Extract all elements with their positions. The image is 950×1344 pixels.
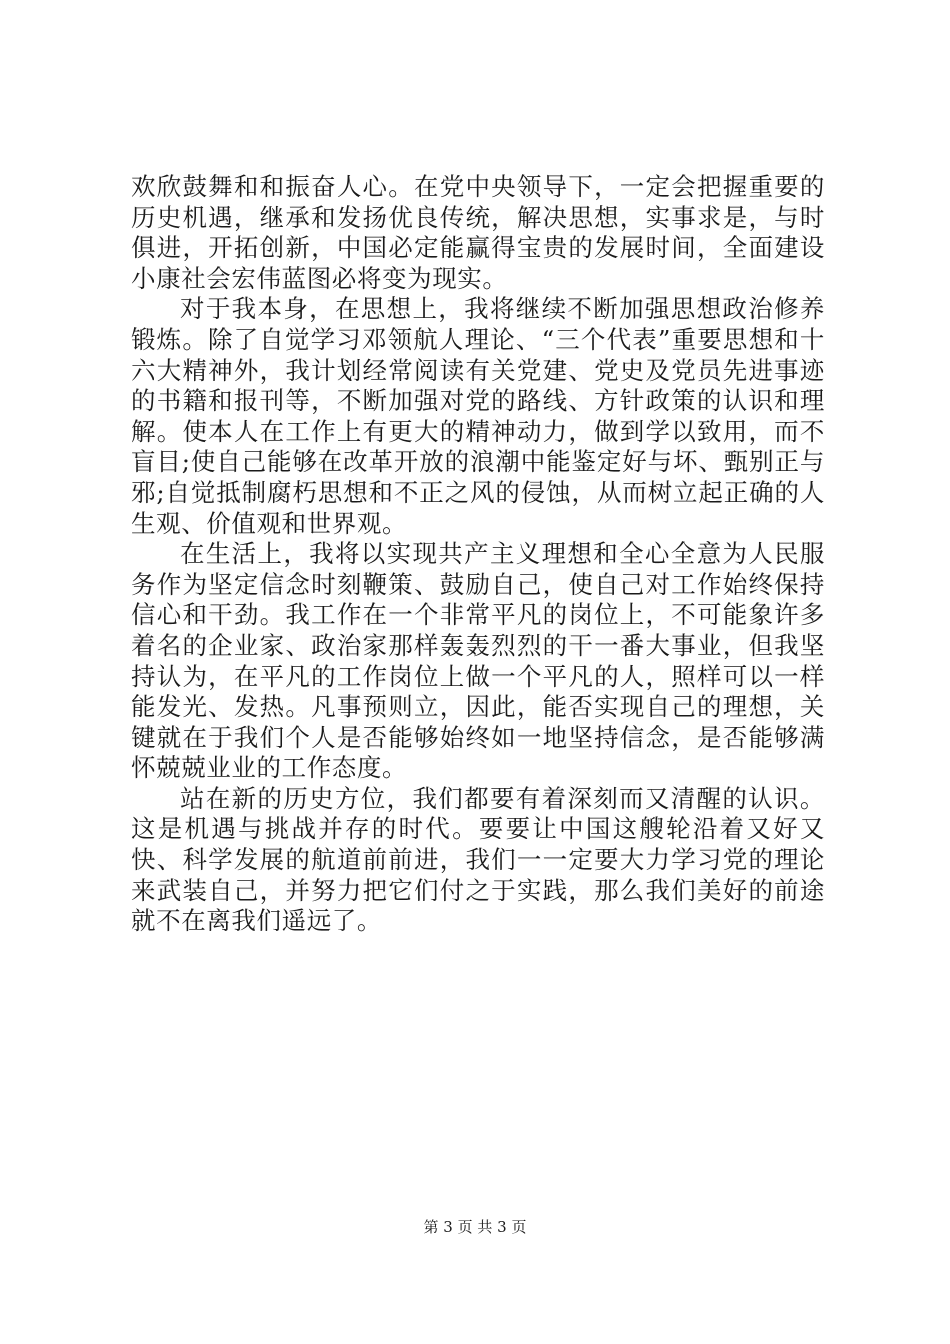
paragraph-1: 欢欣鼓舞和和振奋人心。在党中央领导下，一定会把握重要的历史机遇，继承和发扬优良传统，解决思想，实事求是，与时俱进，开拓创新，中国必定能赢得宝贵的发展时间，全面建设小康社会宏伟蓝图必将变为现实。 [131, 172, 825, 293]
paragraph-2: 对于我本身，在思想上，我将继续不断加强思想政治修养锻炼。除了自觉学习邓领航人理论、“三个代表”重要思想和十六大精神外，我计划经常阅读有关党建、党史及党员先进事迹的书籍和报刊等，不断加强对党的路线、方针政策的认识和理解。使本人在工作上有更大的精神动力，做到学以致用，而不盲目;使自己能够在改革开放的浪潮中能鉴定好与坏、甄别正与邪;自觉抵制腐朽思想和不正之风的侵蚀，从而树立起正确的人生观、价值观和世界观。 [131, 294, 825, 538]
page-footer: 第 3 页 共 3 页 [423, 1218, 527, 1236]
paragraph-4: 站在新的历史方位，我们都要有着深刻而又清醒的认识。这是机遇与挑战并存的时代。要要让中国这艘轮沿着又好又快、科学发展的航道前前进，我们一一定要大力学习党的理论来武装自己，并努力把它们付之于实践，那么我们美好的前途就不在离我们遥远了。 [131, 783, 825, 936]
document-body [131, 172, 825, 937]
paragraph-3: 在生活上，我将以实现共产主义理想和全心全意为人民服务作为坚定信念时刻鞭策、鼓励自己，使自己对工作始终保持信心和干劲。我工作在一个非常平凡的岗位上，不可能象许多着名的企业家、政治家那样轰轰烈烈的干一番大事业，但我坚持认为，在平凡的工作岗位上做一个平凡的人，照样可以一样能发光、发热。凡事预则立，因此，能否实现自己的理想，关键就在于我们个人是否能够始终如一地坚持信念，是否能够满怀兢兢业业的工作态度。 [131, 539, 825, 783]
